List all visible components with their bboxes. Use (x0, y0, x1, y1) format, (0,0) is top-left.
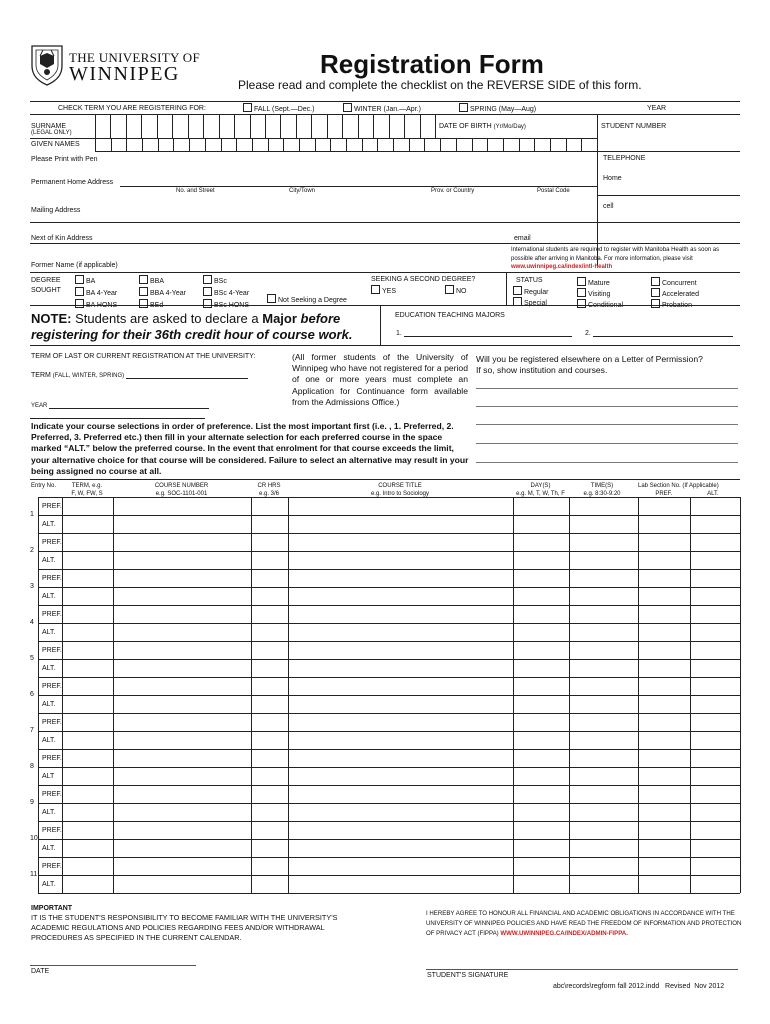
note-text-1: Students are asked to declare a (71, 311, 263, 326)
mailing-address-line[interactable] (30, 222, 740, 223)
pref-label: PREF. (42, 575, 62, 582)
status-mature-label: Mature (588, 280, 610, 287)
entry-number: 10 (30, 835, 38, 842)
alt-label: ALT. (42, 557, 56, 564)
edu-major-1-num: 1. (396, 330, 402, 337)
continuance-note: (All former students of the University of Winnipeg who have not registered for a period of one or more years must complete an Application for Continuance form available from the Admissions Office.) (292, 352, 468, 407)
dob-label (439, 123, 526, 130)
course-entry-row[interactable] (30, 785, 740, 821)
alt-label: ALT. (42, 881, 56, 888)
degree-bschons-label: BSc HONS (214, 302, 250, 309)
university-name-small: THE UNIVERSITY OF (69, 50, 200, 65)
pref-label: PREF. (42, 683, 62, 690)
former-name-line[interactable] (30, 272, 740, 273)
signature-label: STUDENT'S SIGNATURE (427, 972, 509, 979)
degree-bsc-label: BSc (214, 278, 227, 285)
cell-phone-label: cell (603, 203, 614, 210)
city-label: City/Town (289, 188, 316, 194)
status-concurrent-label: Concurrent (662, 280, 697, 287)
status-mature[interactable] (577, 277, 623, 288)
col-crhrs-eg: e.g. 3/6 (258, 491, 279, 497)
col-title-label: COURSE TITLE (378, 483, 422, 489)
surname-boxes[interactable] (95, 115, 436, 139)
col-times-label: TIME(S) (590, 483, 614, 489)
col-times-eg: e.g. 8:30-9:20 (583, 491, 621, 497)
not-seeking-checkbox[interactable] (267, 294, 347, 304)
alt-label: ALT. (42, 629, 56, 636)
permission-line-1[interactable] (476, 388, 738, 389)
not-seeking-label: Not Seeking a Degree (278, 297, 347, 304)
course-instructions: Indicate your course selections in order of preference. List the most important first (i.e. , 1. Preferred, 2. Preferred, 3. Preferred etc.) then fill in your alternate selection for each preferred course in the space marked “ALT.” below the preferred course. In the event that enrolment for that course exceeds the limit, your alternative choice for that course will be considered. Failure to select an alternative may result in your being assigned no course at all. (31, 421, 469, 476)
major-note (31, 311, 352, 343)
col-lab-alt: ALT. (707, 491, 719, 497)
degree-bsc[interactable] (203, 275, 249, 287)
col-times (569, 482, 635, 498)
date-line[interactable] (30, 965, 196, 966)
status-visiting-label: Visiting (588, 291, 611, 298)
permission-line-2[interactable] (476, 406, 738, 407)
intl-health-note (511, 246, 731, 272)
intl-health-link[interactable]: www.uwinnipeg.ca/index/intl-health (511, 264, 613, 270)
page-title: Registration Form (320, 49, 544, 79)
last-term-year-field[interactable] (31, 403, 209, 409)
term-label: CHECK TERM YOU ARE REGISTERING FOR: (58, 105, 206, 112)
edu-major-2[interactable] (585, 330, 733, 337)
status-accelerated-label: Accelerated (662, 291, 699, 298)
alt-label: ALT. (42, 701, 56, 708)
col-days (513, 482, 568, 498)
degree-label-1: DEGREE (31, 277, 61, 284)
agreement-text (426, 909, 744, 939)
important-text: IT IS THE STUDENT'S RESPONSIBILITY TO BECOME FAMILIAR WITH THE UNIVERSITY'S ACADEMIC REGULATIONS AND POLICIES REGARDING FEES AND/OR WITHDRAWAL PROCEDURES AS SPECIFIED IN THE CURRENT CALENDAR. (31, 913, 338, 942)
legal-only-label: (LEGAL ONLY) (31, 130, 72, 136)
degree-ba[interactable] (75, 275, 117, 287)
degree-bahons-label: BA HONS (86, 302, 118, 309)
dob-format: (Yr/Mo/Day) (493, 124, 526, 130)
winter-label: WINTER (Jan.—Apr.) (354, 106, 421, 113)
degree-ba4[interactable] (75, 287, 117, 299)
entry-number: 7 (30, 727, 34, 734)
degree-label (31, 276, 61, 296)
status-visiting[interactable] (577, 288, 623, 299)
status-concurrent[interactable] (651, 277, 699, 288)
entry-number: 9 (30, 799, 34, 806)
entry-number: 3 (30, 583, 34, 590)
col-title-eg: e.g. Intro to Sociology (370, 491, 430, 497)
last-term-label: TERM OF LAST OR CURRENT REGISTRATION AT THE UNIVERSITY: (31, 353, 256, 360)
print-pen-note: Please Print with Pen (31, 156, 98, 163)
col-title (288, 482, 512, 498)
spring-checkbox[interactable] (459, 103, 536, 113)
course-entry-row[interactable] (30, 749, 740, 785)
degree-bba[interactable] (139, 275, 186, 287)
perm-address-label: Permanent Home Address (31, 179, 114, 186)
status-probation-label: Probation (662, 302, 692, 309)
last-term-term-field[interactable] (31, 372, 248, 379)
degree-bsc4-label: BSc 4-Year (214, 290, 250, 297)
col-days-label: DAY(S) (530, 483, 551, 489)
degree-bba4[interactable] (139, 287, 186, 299)
dob-text: DATE OF BIRTH (439, 123, 492, 130)
col-term-label: TERM, e.g. (71, 483, 103, 489)
col-course-eg: e.g. SOC-1101-001 (155, 491, 208, 497)
degree-bsc4[interactable] (203, 287, 249, 299)
entry-number: 2 (30, 547, 34, 554)
degree-label-2: SOUGHT (31, 287, 61, 294)
status-conditional-label: Conditional (588, 302, 624, 309)
entry-number: 8 (30, 763, 34, 770)
pref-label: PREF. (42, 503, 62, 510)
course-entry-row[interactable] (30, 677, 740, 713)
note-prefix: NOTE: (31, 311, 72, 326)
course-entry-row[interactable] (30, 857, 740, 893)
degree-bed-label: BEd (150, 302, 164, 309)
file-reference: abc\records\regform fall 2012.indd Revised Nov 2012 (553, 983, 725, 990)
status-label: STATUS (516, 277, 543, 284)
surname-label: SURNAME (31, 123, 67, 130)
yes-label: YES (382, 288, 397, 295)
fall-label: FALL (Sept.—Dec.) (254, 106, 315, 113)
course-entry-row[interactable] (30, 497, 740, 533)
alt-label: ALT (42, 773, 55, 780)
permission-hint: If so, show institution and courses. (476, 365, 608, 375)
col-term-eg: F, W, FW, S (71, 491, 103, 497)
agreement-body: I HEREBY AGREE TO HONOUR ALL FINANCIAL AND ACADEMIC OBLIGATIONS IN ACCORDANCE WITH THE UNIVERSITY OF WINNIPEG POLICIES AND HAVE READ THE FREEDOM OF INFORMATION AND PROTECTION OF PRIVACY ACT (FIPPA) (426, 910, 742, 937)
edu-major-2-num: 2. (585, 330, 591, 337)
intl-health-text: International students are required to register with Manitoba Health as soon as possible after arriving in Manitoba. For more information, please visit (511, 247, 720, 262)
degree-bba-label: BBA (150, 278, 165, 285)
page-subtitle: Please read and complete the checklist on the REVERSE SIDE of this form. (238, 78, 642, 92)
col-lab-pref: PREF. (655, 491, 673, 497)
col-course-label: COURSE NUMBER (154, 483, 209, 489)
signature-line[interactable] (426, 969, 738, 970)
winter-checkbox[interactable] (343, 103, 421, 113)
col-entry: Entry No. (31, 483, 57, 489)
alt-label: ALT. (42, 593, 56, 600)
status-special[interactable] (513, 297, 549, 308)
status-regular[interactable] (513, 286, 549, 297)
col-lab (638, 482, 740, 498)
course-entry-row[interactable] (30, 605, 740, 641)
pref-label: PREF. (42, 719, 62, 726)
year-label: YEAR (647, 105, 667, 112)
mailing-address-label: Mailing Address (31, 207, 81, 214)
pref-label: PREF. (42, 863, 62, 870)
no-street-label: No. and Street (176, 188, 215, 194)
note-major: Major (262, 311, 297, 326)
pref-label: PREF. (42, 647, 62, 654)
col-days-eg: e.g. M, T, W, Th, F (516, 491, 565, 497)
pref-label: PREF. (42, 827, 62, 834)
last-term-year-label: YEAR (31, 403, 48, 409)
entry-number: 1 (30, 511, 34, 518)
university-crest-icon (30, 44, 64, 86)
telephone-label: TELEPHONE (603, 155, 646, 162)
alt-label: ALT. (42, 665, 56, 672)
course-entry-row[interactable] (30, 641, 740, 677)
last-term-term-label: TERM (31, 372, 51, 379)
pref-label: PREF. (42, 539, 62, 546)
entry-number: 4 (30, 619, 34, 626)
next-of-kin-line[interactable] (30, 243, 740, 244)
status-regular-label: Regular (524, 289, 549, 296)
date-label: DATE (31, 968, 50, 975)
home-phone-line[interactable] (597, 195, 740, 196)
degree-bba4-label: BBA 4-Year (150, 290, 186, 297)
last-term-extra-line[interactable] (30, 418, 205, 419)
email-label: email (514, 235, 531, 242)
second-degree-yes[interactable] (371, 285, 396, 295)
spring-label: SPRING (May—Aug) (470, 106, 537, 113)
alt-label: ALT. (42, 737, 56, 744)
university-name-big: WINNIPEG (69, 63, 180, 85)
given-names-label: GIVEN NAMES (31, 141, 80, 148)
edu-majors-label: EDUCATION TEACHING MAJORS (395, 312, 505, 319)
perm-address-line[interactable] (120, 186, 597, 187)
former-name-label: Former Name (if applicable) (31, 262, 118, 269)
pref-label: PREF. (42, 755, 62, 762)
student-number-label: STUDENT NUMBER (601, 123, 667, 130)
second-degree-label: SEEKING A SECOND DEGREE? (371, 276, 476, 283)
permission-line-4[interactable] (476, 443, 738, 444)
second-degree-no[interactable] (445, 285, 467, 295)
last-term-term-hint: (FALL, WINTER, SPRING) (52, 373, 125, 379)
prov-label: Prov. or Country (431, 188, 475, 194)
edu-major-1[interactable] (396, 330, 572, 337)
col-crhrs (251, 482, 287, 498)
fall-checkbox[interactable] (243, 103, 314, 113)
fippa-link[interactable]: WWW.UWINNIPEG.CA/INDEX/ADMIN-FIPPA. (500, 930, 628, 937)
important-label: IMPORTANT (31, 905, 73, 912)
col-crhrs-label: CR HRS (257, 483, 281, 489)
degree-ba4-label: BA 4-Year (86, 290, 118, 297)
entry-number: 6 (30, 691, 34, 698)
note-text-2: registering for their 36th credit hour of course work. (31, 327, 353, 342)
degree-ba-label: BA (86, 278, 96, 285)
entry-number: 11 (30, 871, 38, 878)
status-accelerated[interactable] (651, 288, 699, 299)
course-entry-row[interactable] (30, 533, 740, 569)
col-lab-label: Lab Section No. (If Applicable) (638, 483, 719, 489)
status-special-label: Special (524, 300, 547, 307)
permission-line-3[interactable] (476, 424, 738, 425)
col-term (62, 482, 112, 498)
course-entry-row[interactable] (30, 821, 740, 857)
pref-label: PREF. (42, 791, 62, 798)
col-course (113, 482, 250, 498)
pref-label: PREF. (42, 611, 62, 618)
permission-question: Will you be registered elsewhere on a Letter of Permission? (476, 354, 703, 364)
alt-label: ALT. (42, 521, 56, 528)
course-entry-row[interactable] (30, 569, 740, 605)
next-of-kin-label: Next of Kin Address (31, 235, 93, 242)
permission-line-5[interactable] (476, 462, 738, 463)
postal-label: Postal Code (537, 188, 570, 194)
given-names-boxes[interactable] (95, 138, 598, 152)
alt-label: ALT. (42, 845, 56, 852)
home-phone-label: Home (603, 175, 622, 182)
entry-number: 5 (30, 655, 34, 662)
no-label: NO (456, 288, 467, 295)
course-entry-row[interactable] (30, 713, 740, 749)
alt-label: ALT. (42, 809, 56, 816)
note-before: before (296, 311, 341, 326)
